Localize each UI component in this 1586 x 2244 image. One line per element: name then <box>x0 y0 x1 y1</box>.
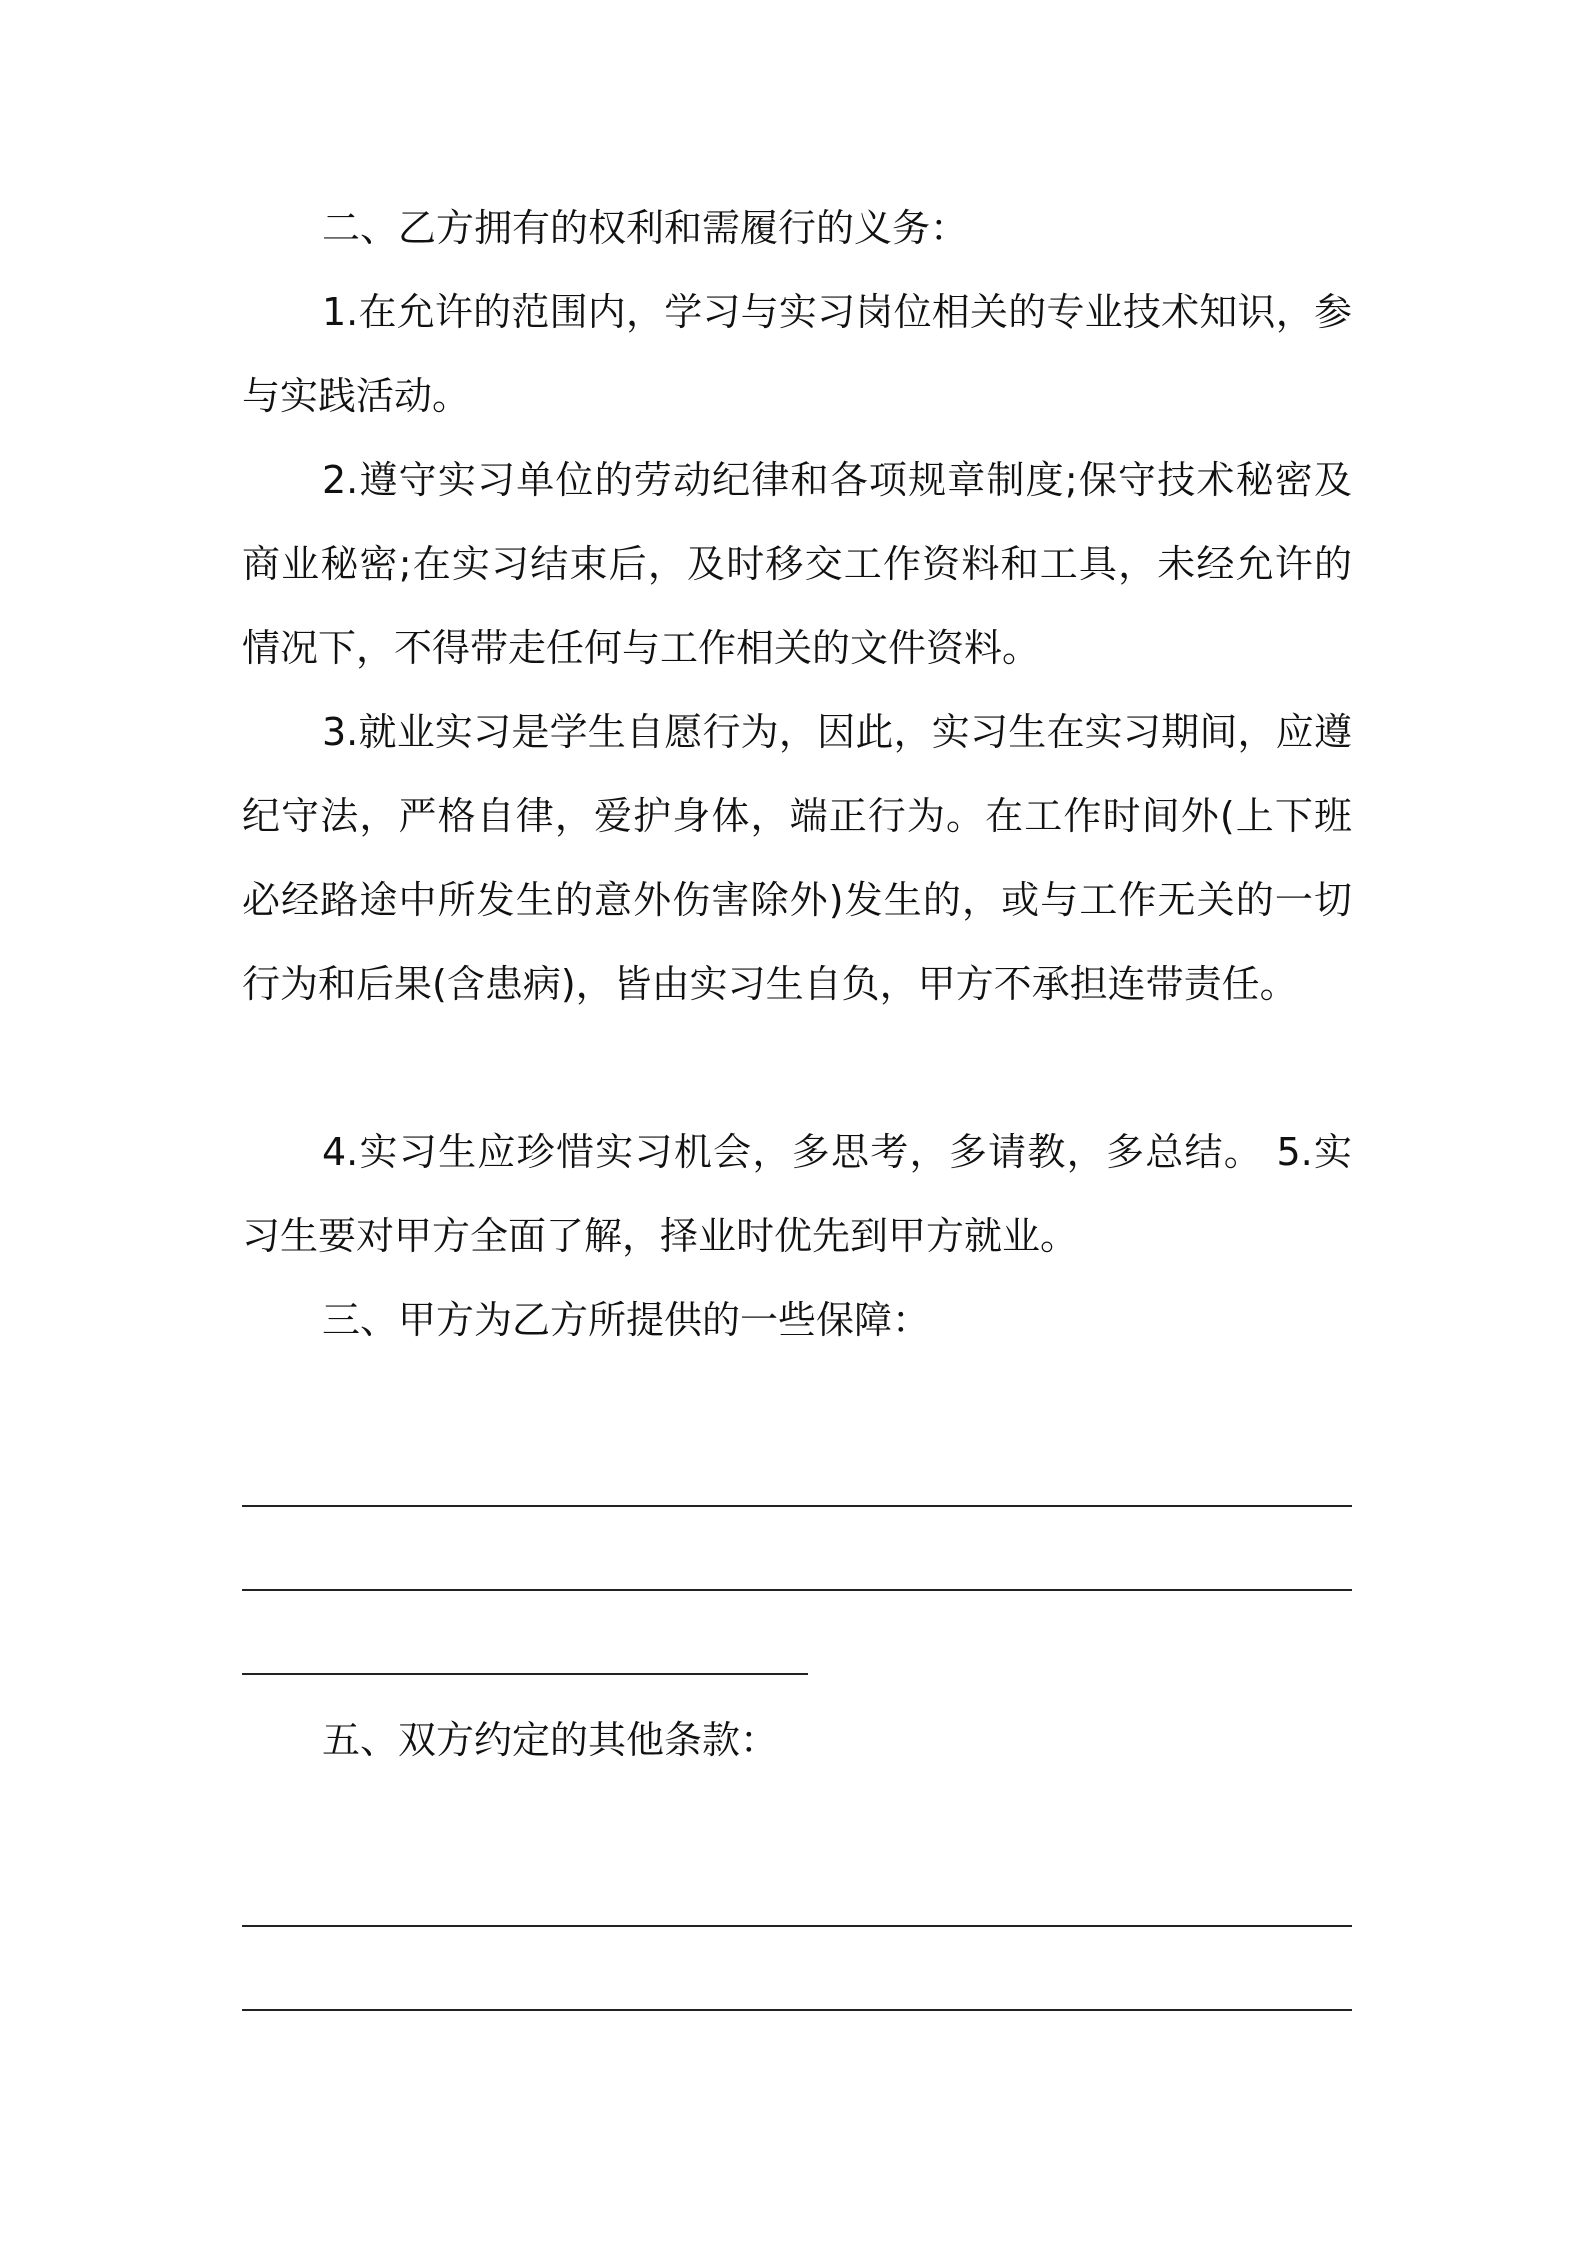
fill-in-line-1 <box>242 1505 1352 1507</box>
fill-in-line-4 <box>242 1925 1352 1927</box>
item-3: 3.就业实习是学生自愿行为，因此，实习生在实习期间，应遵纪守法，严格自律，爱护身体，端正行为。在工作时间外(上下班必经路途中所发生的意外伤害除外)发生的，或与工作无关的一切行为和后果(含患病)，皆由实习生自负，甲方不承担连带责任。 <box>242 710 1352 1006</box>
section3-heading: 三、甲方为乙方所提供的一些保障： <box>322 1298 931 1342</box>
fill-in-line-3 <box>242 1673 808 1675</box>
item-1: 1.在允许的范围内，学习与实习岗位相关的专业技术知识，参与实践活动。 <box>242 290 1352 418</box>
item-2: 2.遵守实习单位的劳动纪律和各项规章制度;保守技术秘密及商业秘密;在实习结束后，及时移交工作资料和工具，未经允许的情况下，不得带走任何与工作相关的文件资料。 <box>242 458 1352 670</box>
item-4-5: 4.实习生应珍惜实习机会，多思考，多请教，多总结。 5.实习生要对甲方全面了解，择业时优先到甲方就业。 <box>242 1130 1352 1258</box>
fill-in-line-5 <box>242 2009 1352 2011</box>
fill-in-line-2 <box>242 1589 1352 1591</box>
section2-heading: 二、乙方拥有的权利和需履行的义务： <box>322 206 969 250</box>
section5-heading: 五、双方约定的其他条款： <box>322 1718 779 1762</box>
